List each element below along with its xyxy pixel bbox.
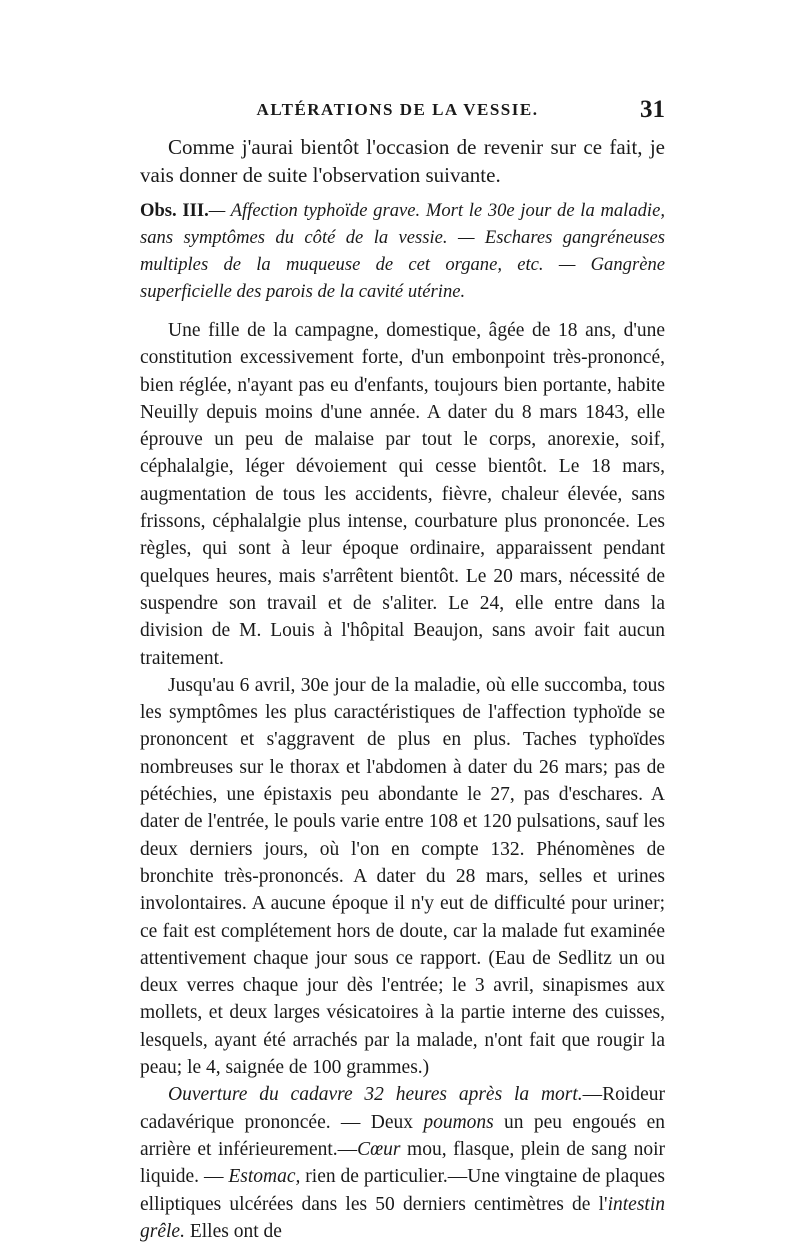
autopsy-text: mou, flasque, plein de sang noir liquide. — <box>140 1138 665 1188</box>
observation-label: Obs. III. <box>140 200 209 221</box>
page-header <box>140 96 665 130</box>
autopsy-organ: poumons <box>423 1111 494 1133</box>
autopsy-organ: intestin grêle. <box>140 1193 665 1242</box>
page-body <box>140 133 665 1245</box>
autopsy-text: —Roideur cadavérique prononcée. — Deux <box>140 1084 665 1133</box>
autopsy-heading: Ouverture du cadavre 32 heures après la mort. <box>168 1084 583 1106</box>
autopsy-text: Elles ont de <box>184 1220 282 1242</box>
paragraph-history: Une fille de la campagne, domestique, âgée de 18 ans, d'une constitution excessivement forte, d'un embonpoint très-prononcé, bien réglée, n'ayant pas eu d'enfants, toujours bien portante, habite Neuilly depuis moins d'une année. A dater du 8 mars 1843, elle éprouve un peu de malaise par tout le corps, anorexie, soif, céphalalgie, léger dévoiement qui cesse bientôt. Le 18 mars, augmentation de tous les accidents, fièvre, chaleur élevée, sans frissons, céphalalgie plus intense, courbature plus prononcée. Les règles, qui sont à leur époque ordinaire, apparaissent pendant quelques heures, mais s'arrêtent bientôt. Le 20 mars, nécessité de suspendre son travail et de s'aliter. Le 24, elle entre dans la division de M. Louis à l'hôpital Beaujon, sans avoir fait aucun traitement. <box>140 320 665 669</box>
autopsy-text: un peu engoués en arrière et inférieurement.— <box>140 1111 665 1160</box>
autopsy-organ: Cœur <box>357 1138 401 1160</box>
observation-title: — Affection typhoïde grave. Mort le 30e jour de la maladie, sans symptômes du côté de la vessie. — Eschares gangréneuses multiples de la muqueuse de cet organe, etc. — Gangrène superficielle des parois de la cavité utérine. <box>140 200 665 302</box>
page-number: 31 <box>640 96 665 123</box>
observation-heading <box>140 197 665 305</box>
paragraph-autopsy <box>140 1081 665 1245</box>
running-title: ALTÉRATIONS DE LA VESSIE. <box>256 100 539 119</box>
autopsy-organ: Estomac, <box>228 1166 301 1188</box>
autopsy-text: rien de particulier.—Une vingtaine de plaques elliptiques ulcérées dans les 50 derniers centimètres de l' <box>140 1166 665 1215</box>
intro-paragraph: Comme j'aurai bientôt l'occasion de revenir sur ce fait, je vais donner de suite l'observation suivante. <box>140 135 665 187</box>
paragraph-symptoms: Jusqu'au 6 avril, 30e jour de la maladie, où elle succomba, tous les symptômes les plus caractéristiques de l'affection typhoïde se prononcent et s'aggravent de plus en plus. Taches typhoïdes nombreuses sur le thorax et l'abdomen à dater du 26 mars; pas de pétéchies, une épistaxis peu abondante le 27, pas d'eschares. A dater de l'entrée, le pouls varie entre 108 et 120 pulsations, sauf les deux derniers jours, où l'on en compte 132. Phénomènes de bronchite très-prononcés. A dater du 28 mars, selles et urines involontaires. A aucune époque il n'y eut de difficulté pour uriner; ce fait est complétement hors de doute, car la malade fut examinée attentivement chaque jour sous ce rapport. (Eau de Sedlitz un ou deux verres chaque jour dès l'entrée; le 3 avril, sinapismes aux mollets, et deux larges vésicatoires à la partie interne des cuisses, lesquels, ayant été arrachés par la malade, n'ont fait que rougir la peau; le 4, saignée de 100 grammes.) <box>140 674 665 1079</box>
